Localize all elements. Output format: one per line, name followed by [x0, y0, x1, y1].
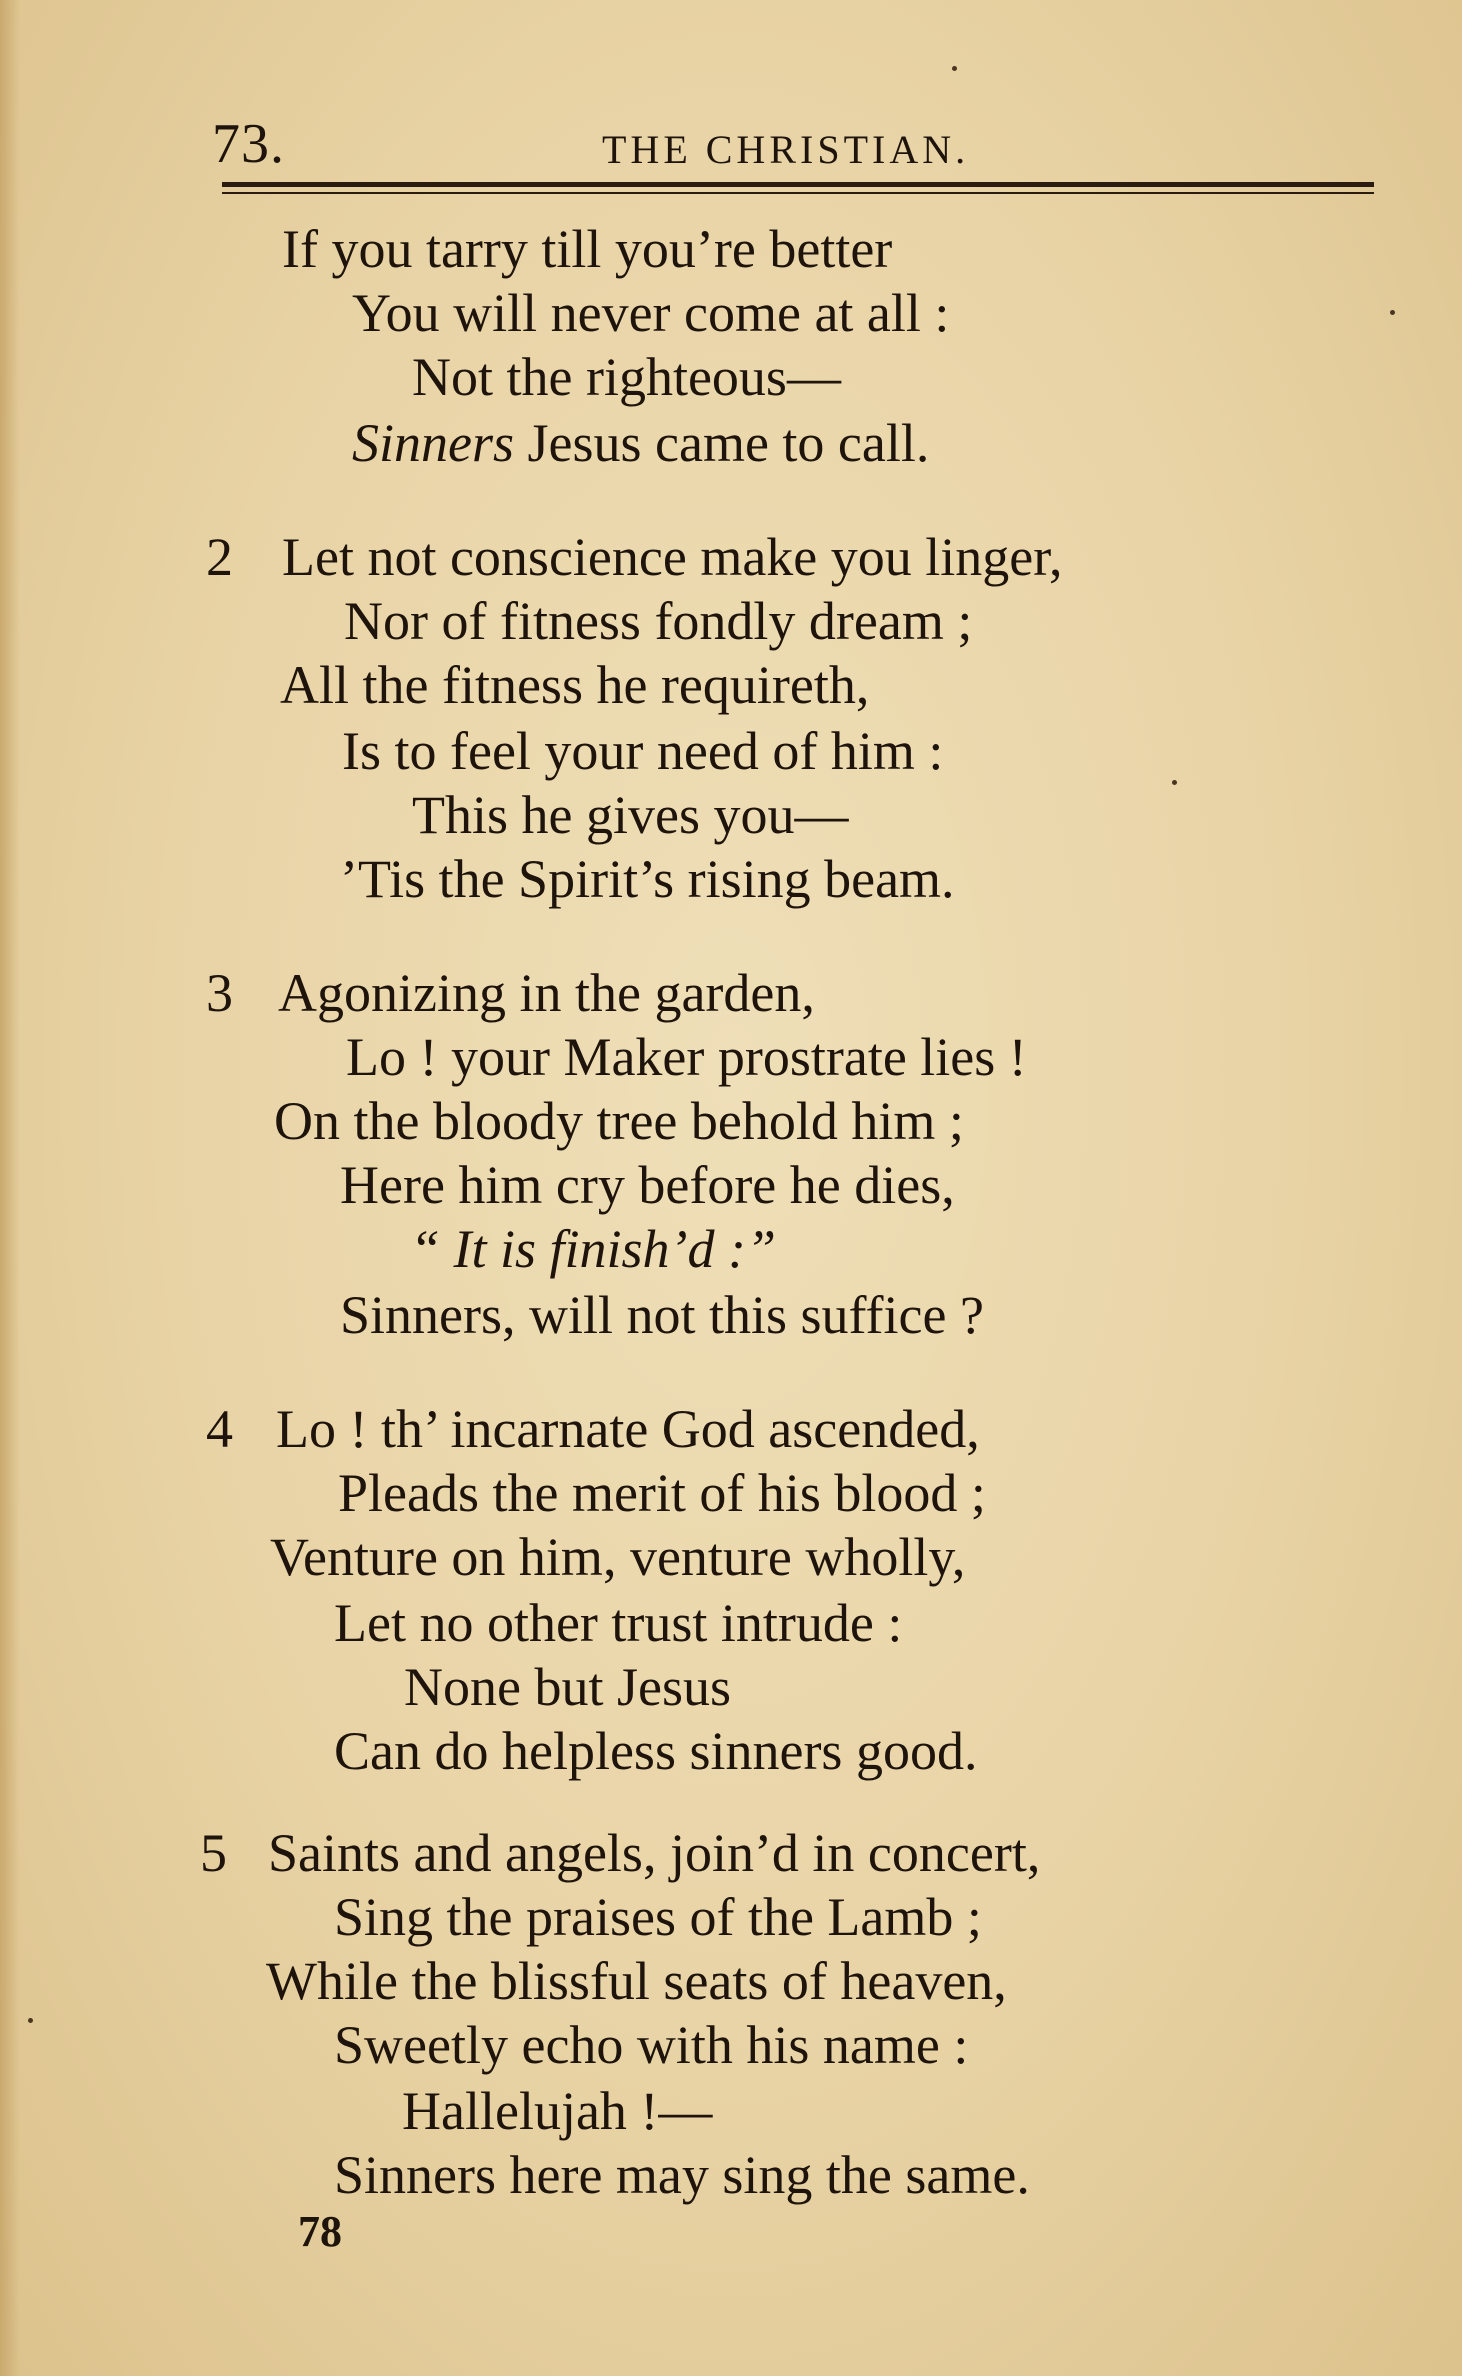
header-rule: [222, 182, 1374, 198]
paper-speck: [28, 2018, 33, 2023]
verse-3-line-3: On the bloody tree behold him ;: [274, 1091, 964, 1151]
intro-line-1: If you tarry till you’re better: [282, 219, 893, 279]
verse-3-line-1: Agonizing in the garden,: [278, 963, 815, 1023]
paper-speck: [1172, 780, 1177, 785]
verse-4-line-2: Pleads the merit of his blood ;: [338, 1463, 986, 1523]
verse-4-line-5: None but Jesus: [404, 1657, 731, 1717]
verse-5-line-5: Hallelujah !—: [402, 2081, 713, 2141]
verse-2-line-2: Nor of fitness fondly dream ;: [344, 591, 973, 651]
verse-2-line-3: All the fitness he requireth,: [280, 655, 870, 715]
verse-number-2: 2: [206, 527, 233, 587]
verse-2-line-5: This he gives you—: [412, 785, 849, 845]
verse-4-line-4: Let no other trust intrude :: [334, 1593, 903, 1653]
verse-number-5: 5: [200, 1823, 227, 1883]
verse-5-line-1: Saints and angels, join’d in concert,: [268, 1823, 1041, 1883]
verse-5-line-6: Sinners here may sing the same.: [334, 2145, 1030, 2205]
verse-3-line-2: Lo ! your Maker prostrate lies !: [346, 1027, 1027, 1087]
verse-4-line-6: Can do helpless sinners good.: [334, 1721, 978, 1781]
page-edge: [0, 0, 20, 2376]
verse-number-3: 3: [206, 963, 233, 1023]
header-rule-thick: [222, 182, 1374, 187]
intro-line-2: You will never come at all :: [352, 283, 950, 343]
verse-5-line-4: Sweetly echo with his name :: [334, 2015, 969, 2075]
verse-3-line-5: “ It is finish’d :”: [410, 1219, 777, 1279]
verse-4-line-3: Venture on him, venture wholly,: [270, 1527, 966, 1587]
header-rule-thin: [222, 192, 1374, 194]
verse-2-line-1: Let not conscience make you linger,: [282, 527, 1063, 587]
verse-5-line-3: While the blissful seats of heaven,: [266, 1951, 1007, 2011]
verse-2-line-4: Is to feel your need of him :: [342, 721, 944, 781]
intro-line-3: Not the righteous—: [412, 347, 841, 407]
verse-number-4: 4: [206, 1399, 233, 1459]
verse-2-line-6: ’Tis the Spirit’s rising beam.: [340, 849, 955, 909]
verse-3-line-6: Sinners, will not this suffice ?: [340, 1285, 984, 1345]
signature-mark: 78: [298, 2207, 342, 2256]
verse-3-line-4: Here him cry before he dies,: [340, 1155, 955, 1215]
running-title: THE CHRISTIAN.: [602, 127, 970, 172]
page-number: 73.: [212, 113, 285, 175]
verse-5-line-2: Sing the praises of the Lamb ;: [334, 1887, 982, 1947]
intro-line-4: [352, 413, 930, 473]
paper-speck: [1390, 310, 1395, 315]
intro-italic-word: Sinners: [352, 413, 514, 473]
intro-line-4-text: Jesus came to call.: [527, 413, 930, 473]
paper-speck: [952, 66, 957, 71]
verse-4-line-1: Lo ! th’ incarnate God ascended,: [276, 1399, 980, 1459]
page-header: [212, 112, 1372, 175]
